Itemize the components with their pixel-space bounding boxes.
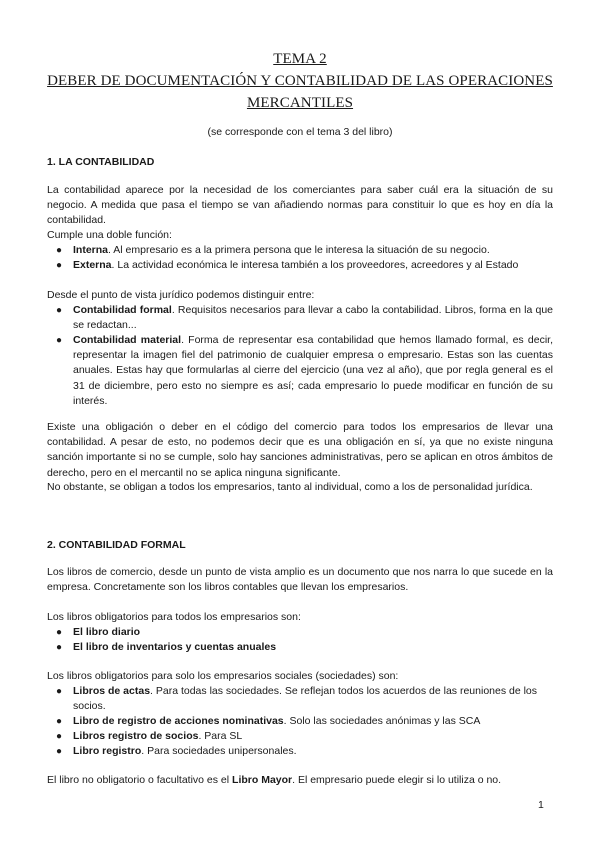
- term: Contabilidad formal: [73, 304, 172, 316]
- subtitle: (se corresponde con el tema 3 del libro): [207, 126, 393, 138]
- term: El libro de inventarios y cuentas anuales: [73, 641, 277, 653]
- description: . Solo las sociedades anónimas y las SCA: [283, 715, 481, 727]
- list-item-libro-inventarios: [56, 640, 553, 655]
- section-2-intro: Los libros de comercio, desde un punto de vista amplio es un documento que nos narra lo que sucede en la empresa. Concretamente son los libros contables que llevan los empresarios.: [47, 566, 553, 594]
- description: . Para sociedades unipersonales.: [141, 745, 297, 757]
- bullet-icon: ●: [56, 260, 63, 271]
- term: Libro de registro de acciones nominativas: [73, 715, 284, 727]
- mandatory-social-label: Los libros obligatorios para solo los empresarios sociales (sociedades) son:: [47, 670, 399, 682]
- page-number: 1: [538, 799, 544, 811]
- term: Libros registro de socios: [73, 730, 199, 742]
- list-item-contabilidad-material: [56, 333, 553, 409]
- list-item-libro-registro: [56, 744, 553, 759]
- description: . La actividad económica le interesa también a los proveedores, acreedores y al Estado: [111, 259, 519, 271]
- list-item-registro-socios: [56, 729, 553, 744]
- term: Interna: [73, 244, 109, 256]
- section-2-heading: 2. CONTABILIDAD FORMAL: [47, 539, 186, 551]
- description: . Al empresario es a la primera persona que le interesa la situación de su negocio.: [108, 244, 490, 256]
- optional-term: Libro Mayor: [232, 774, 293, 786]
- bullet-icon: ●: [56, 731, 63, 742]
- mandatory-all-label: Los libros obligatorios para todos los empresarios son:: [47, 611, 301, 623]
- legal-view-label: Desde el punto de vista jurídico podemos distinguir entre:: [47, 289, 315, 301]
- bullet-icon: ●: [56, 716, 63, 727]
- obligation-paragraph: Existe una obligación o deber en el código del comercio para todos los empresarios de llevar una contabilidad. A pesar de esto, no podemos decir que es una obligación en sí, ya que no existe ninguna sanción importante si no se cumple, solo hay sanciones administrativas, pero se aplican en otros ámbitos de derecho, pero en el mercantil no se aplica ninguna significante.: [47, 421, 553, 479]
- term: Contabilidad material: [73, 334, 182, 346]
- title-line-2: DEBER DE DOCUMENTACIÓN Y CONTABILIDAD DE LAS OPERACIONES: [47, 73, 553, 89]
- list-item-libro-diario: [56, 625, 553, 640]
- term: Libros de actas: [73, 685, 151, 697]
- title-line-3: MERCANTILES: [246, 95, 354, 111]
- list-item-libros-actas: [56, 684, 553, 714]
- bullet-icon: ●: [56, 245, 63, 256]
- description: . Forma de representar esa contabilidad que hemos llamado formal, es decir, representar la imagen fiel del patrimonio de cualquier empresa o empresario. Estas son las cuentas anuales. Estas hay que formularlas al cierre del ejercicio (una vez al año), que por regla general es el 31 de diciembre, pero esto no siempre es así; cada empresario lo puede modificar en función de su interés.: [73, 334, 553, 407]
- bullet-icon: ●: [56, 746, 63, 757]
- optional-post: . El empresario puede elegir si lo utiliza o no.: [292, 774, 502, 786]
- list-item-registro-acciones: [56, 714, 553, 729]
- description: . Para SL: [198, 730, 243, 742]
- term: Externa: [73, 259, 112, 271]
- list-item-contabilidad-formal: [56, 303, 554, 333]
- description: . Para todas las sociedades. Se reflejan todos los acuerdos de las reuniones de los socios.: [73, 685, 538, 713]
- bullet-icon: ●: [56, 627, 63, 638]
- bullet-icon: ●: [56, 335, 63, 346]
- double-function-label: Cumple una doble función:: [47, 229, 172, 241]
- section-1-heading: 1. LA CONTABILIDAD: [47, 156, 155, 168]
- optional-pre: El libro no obligatorio o facultativo es el: [47, 774, 233, 786]
- bullet-icon: ●: [56, 686, 63, 697]
- section-1-intro: La contabilidad aparece por la necesidad de los comerciantes para saber cuál era la situación de su negocio. A medida que pasa el tiempo se van añadiendo normas para constituir lo que es hoy en día la contabilidad.: [47, 184, 553, 227]
- title-line-1: TEMA 2: [273, 51, 327, 67]
- description: . Requisitos necesarios para llevar a cabo la contabilidad. Libros, forma en la que se redactan...: [73, 304, 554, 332]
- list-item-externa: [56, 258, 553, 273]
- bullet-icon: ●: [56, 642, 63, 653]
- optional-book-paragraph: [47, 773, 553, 788]
- bullet-icon: ●: [56, 305, 63, 316]
- term: El libro diario: [73, 626, 141, 638]
- list-item-interna: [56, 243, 553, 258]
- however-paragraph: No obstante, se obligan a todos los empresarios, tanto al individual, como a los de personalidad jurídica.: [47, 481, 533, 493]
- term: Libro registro: [73, 745, 142, 757]
